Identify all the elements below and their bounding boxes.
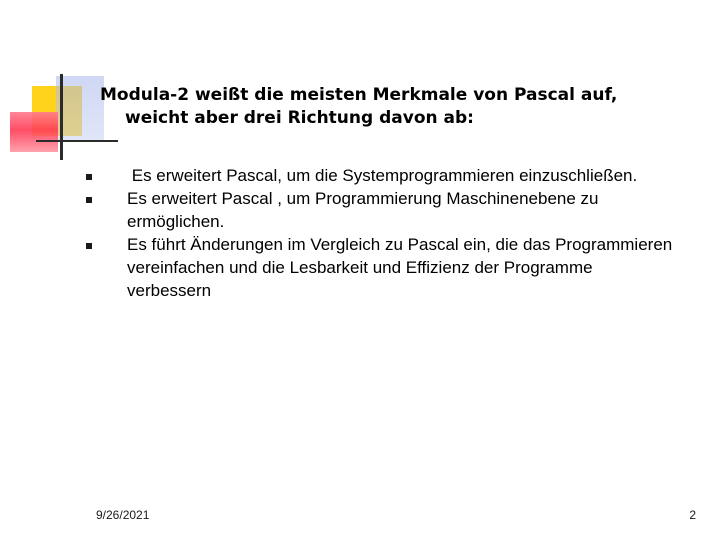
footer-date: 9/26/2021 [96,508,150,522]
bullet-item [86,233,676,302]
slide-title-line-2: weicht aber drei Richtung davon ab: [125,108,474,128]
bullet-text: Es erweitert Pascal , um Programmierung Maschinenebene zu ermöglichen. [127,189,599,231]
bullet-text: Es erweitert Pascal, um die Systemprogrammieren einzuschließen. [127,166,638,185]
square-bullet-icon [86,174,92,180]
decorative-red-square [10,112,58,152]
square-bullet-icon [86,243,92,249]
square-bullet-icon [86,197,92,203]
bullet-text: Es führt Änderungen im Vergleich zu Pascal ein, die das Programmieren vereinfachen und die Lesbarkeit und Effizienz der Programme verbessern [127,235,673,300]
bullet-item [86,164,676,187]
decorative-blue-square [56,76,104,142]
slide-title [100,84,660,130]
bullet-list [86,164,676,302]
slide-title-line-1: Modula-2 weißt die meisten Merkmale von Pascal auf, [100,85,618,105]
decorative-vertical-line [60,74,63,160]
decorative-horizontal-line [36,140,118,142]
bullet-item [86,187,676,233]
page-number: 2 [689,508,696,522]
